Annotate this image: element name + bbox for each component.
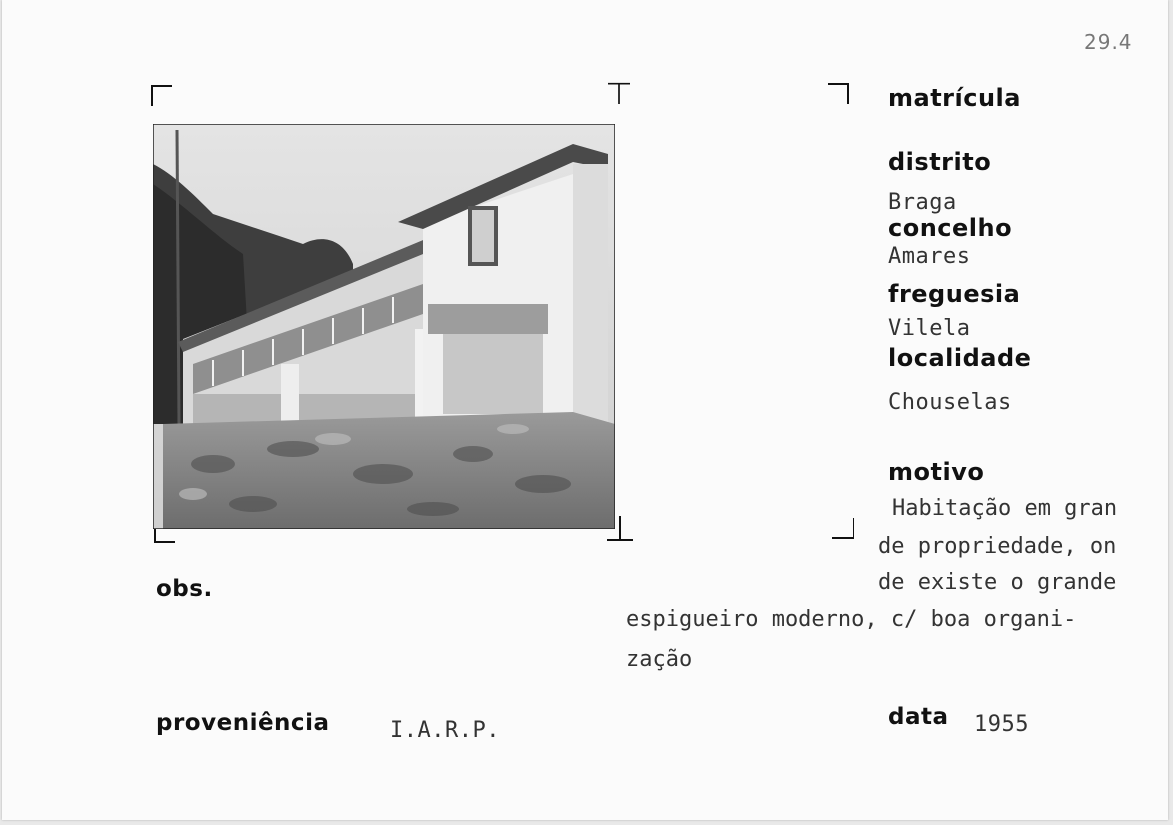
- corner-mark-top-right-icon: [606, 82, 632, 104]
- label-data: data: [888, 704, 949, 730]
- pencil-reference-note: 29.4: [1084, 30, 1133, 54]
- label-concelho: concelho: [888, 214, 1013, 242]
- value-freguesia: Vilela: [888, 316, 971, 341]
- value-localidade: Chouselas: [888, 390, 1012, 415]
- motivo-line-4: espigueiro moderno, c/ boa organi-: [626, 607, 1077, 632]
- motivo-line-5: zação: [626, 647, 693, 672]
- corner-mark-top-left-icon: [150, 84, 172, 106]
- value-distrito: Braga: [888, 190, 957, 215]
- motivo-line-2: de propriedade, on: [878, 534, 1117, 559]
- value-proveniencia: I.A.R.P.: [390, 718, 500, 743]
- motivo-line-3: de existe o grande: [878, 570, 1117, 595]
- motivo-line-1: Habitação em gran: [892, 496, 1118, 521]
- label-localidade: localidade: [888, 344, 1032, 372]
- value-data: 1955: [974, 712, 1029, 737]
- corner-mark-bottom-far-icon: [832, 518, 854, 540]
- label-obs: obs.: [156, 576, 213, 602]
- label-freguesia: freguesia: [888, 280, 1021, 308]
- label-proveniencia: proveniência: [156, 710, 330, 736]
- record-card: [2, 0, 1168, 820]
- label-motivo: motivo: [888, 458, 985, 486]
- label-matricula: matrícula: [888, 84, 1021, 112]
- building-photo-icon: [153, 124, 615, 529]
- corner-mark-top-far-icon: [828, 82, 850, 104]
- label-distrito: distrito: [888, 148, 992, 176]
- value-concelho: Amares: [888, 244, 971, 269]
